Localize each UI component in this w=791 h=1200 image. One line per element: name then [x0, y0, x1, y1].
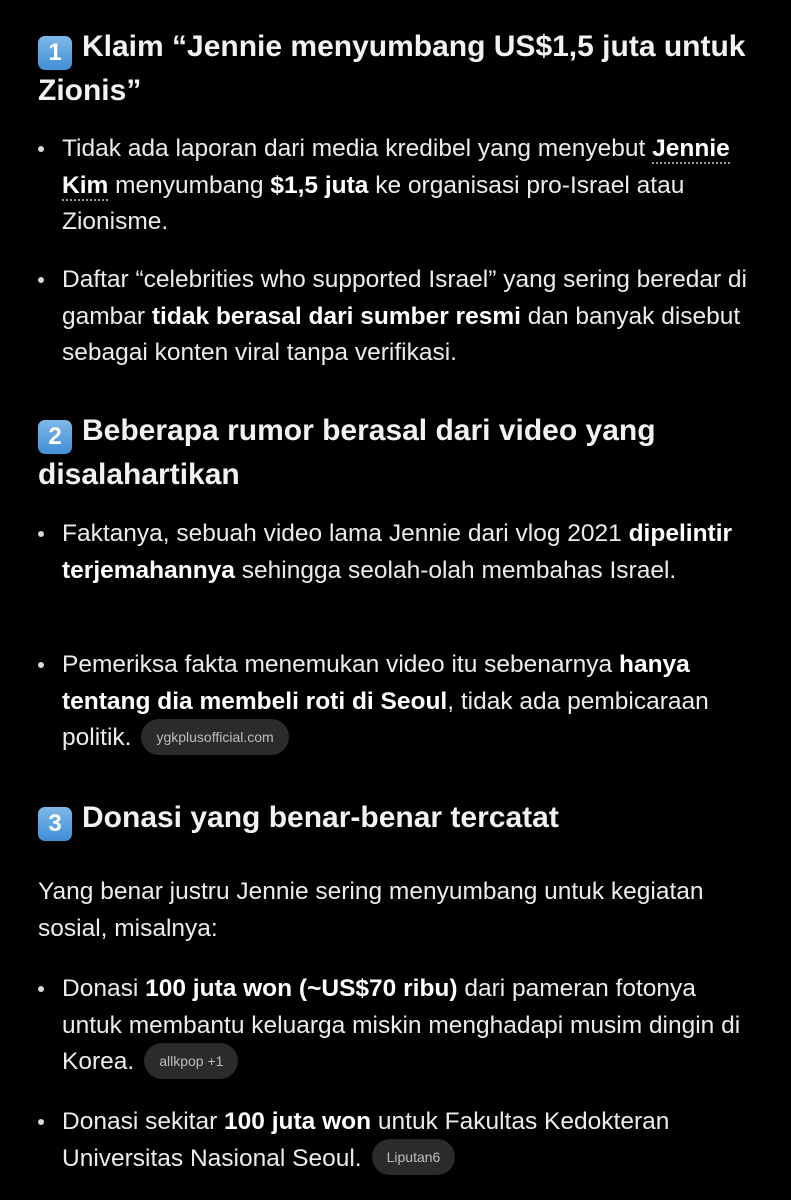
source-chip[interactable]: Liputan6	[372, 1139, 456, 1175]
entity-link-jennie-kim[interactable]: Jennie Kim	[62, 135, 730, 199]
keycap-2-icon: 2	[38, 420, 72, 454]
list-item	[38, 971, 761, 1081]
bullet-bold-text: 100 juta won (~US$70 ribu)	[145, 975, 458, 1002]
keycap-1-icon: 1	[38, 36, 72, 70]
source-chip[interactable]: allkpop +1	[144, 1043, 238, 1079]
list-item	[38, 262, 761, 372]
bullet-text: dari pameran fotonya untuk membantu keluarga miskin menghadapi musim dingin di Korea.	[62, 975, 741, 1075]
source-chip[interactable]: ygkplusofficial.com	[141, 719, 288, 755]
bullet-bold-text: $1,5 juta	[270, 171, 369, 199]
keycap-3-icon: 3	[38, 807, 72, 841]
bullet-text: dan banyak disebut sebagai konten viral tanpa verifikasi.	[62, 302, 741, 366]
bullet-bold-text: dipelintir terjemahannya	[62, 520, 733, 584]
section-1-title: Klaim “Jennie menyumbang US$1,5 juta untuk Zionis”	[38, 30, 746, 107]
section-2-heading	[38, 410, 761, 495]
bullet-icon	[38, 146, 44, 152]
bullet-text: Pemeriksa fakta menemukan video itu sebenarnya	[62, 651, 619, 678]
bullet-text: Faktanya, sebuah video lama Jennie dari vlog 2021	[62, 520, 629, 547]
bullet-text: , tidak ada pembicaraan politik.	[62, 687, 709, 751]
bullet-icon	[38, 1119, 44, 1125]
bullet-icon	[38, 662, 44, 668]
bullet-bold-text: hanya tentang dia membeli roti di Seoul	[62, 651, 690, 715]
bullet-icon	[38, 277, 44, 283]
bullet-icon	[38, 531, 44, 537]
intro-paragraph: Yang benar justru Jennie sering menyumbang untuk kegiatan sosial, misalnya:	[38, 878, 704, 942]
section-3-heading	[38, 797, 761, 841]
bullet-text: menyumbang	[108, 171, 271, 199]
list-item	[38, 131, 761, 241]
bullet-text: Donasi sekitar	[62, 1108, 225, 1135]
section-1-heading	[38, 26, 761, 111]
bullet-text: ke organisasi pro-Israel atau Zionisme.	[62, 171, 685, 235]
bullet-text: Donasi	[62, 975, 146, 1002]
section-3-title: Donasi yang benar-benar tercatat	[82, 801, 559, 834]
bullet-bold-text: tidak berasal dari sumber resmi	[151, 302, 521, 330]
list-item	[38, 647, 761, 757]
bullet-text: sehingga seolah-olah membahas Israel.	[234, 556, 677, 584]
bullet-text: Daftar “celebrities who supported Israel” yang sering beredar di gambar	[62, 266, 747, 330]
bullet-bold-text: 100 juta won	[224, 1108, 372, 1135]
section-2-title: Beberapa rumor berasal dari video yang disalahartikan	[38, 414, 656, 491]
bullet-text: untuk Fakultas Kedokteran Universitas Nasional Seoul.	[62, 1108, 670, 1172]
list-item	[38, 1104, 761, 1177]
bullet-icon	[38, 986, 44, 992]
list-item	[38, 516, 761, 589]
bullet-text: Tidak ada laporan dari media kredibel yang menyebut	[62, 135, 653, 162]
